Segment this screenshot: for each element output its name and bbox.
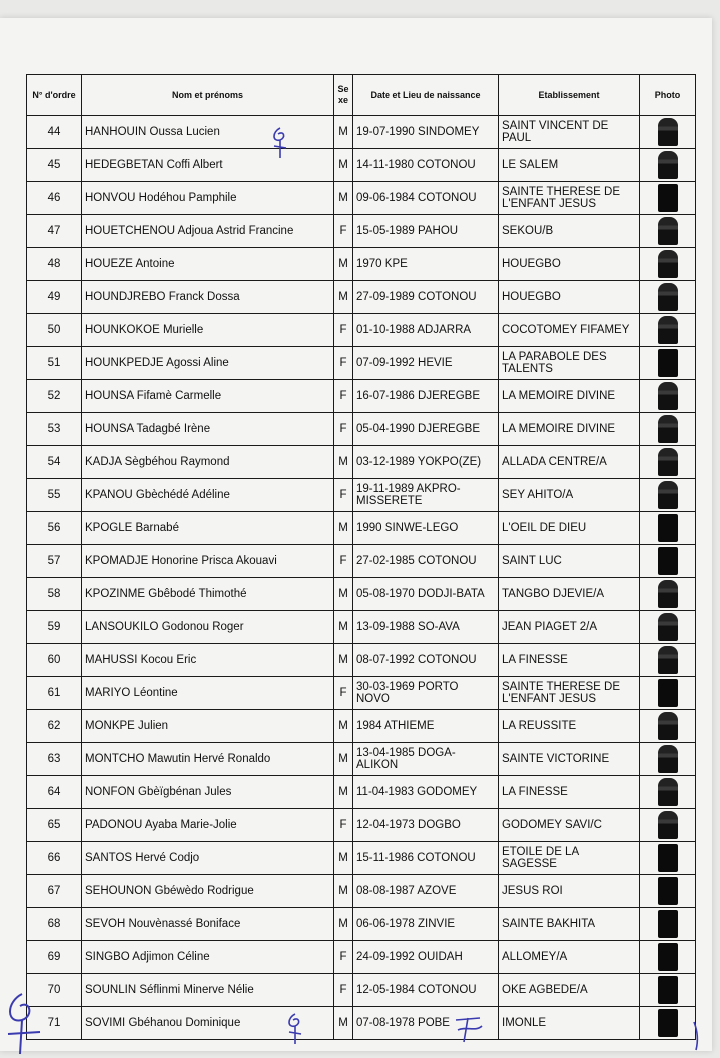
school-cell: SAINT LUC [499, 545, 640, 578]
sex-cell: M [334, 710, 353, 743]
birth-cell: 12-04-1973 DOGBO [353, 809, 499, 842]
name-cell: HOUNDJREBO Franck Dossa [82, 281, 334, 314]
school-cell: LA MEMOIRE DIVINE [499, 413, 640, 446]
id-photo [658, 613, 678, 641]
sex-cell: M [334, 875, 353, 908]
table-row [27, 974, 696, 1007]
name-cell: SEHOUNON Gbéwèdo Rodrigue [82, 875, 334, 908]
table-row [27, 710, 696, 743]
order-number-cell: 54 [27, 446, 82, 479]
birth-cell: 11-04-1983 GODOMEY [353, 776, 499, 809]
order-number-cell: 59 [27, 611, 82, 644]
sex-cell: F [334, 479, 353, 512]
table-row [27, 347, 696, 380]
school-cell: LA REUSSITE [499, 710, 640, 743]
table-row [27, 809, 696, 842]
id-photo [658, 514, 678, 542]
birth-cell: 03-12-1989 YOKPO(ZE) [353, 446, 499, 479]
birth-cell: 08-07-1992 COTONOU [353, 644, 499, 677]
birth-cell: 05-08-1970 DODJI-BATA [353, 578, 499, 611]
school-cell: OKE AGBEDE/A [499, 974, 640, 1007]
order-number-cell: 65 [27, 809, 82, 842]
name-cell: LANSOUKILO Godonou Roger [82, 611, 334, 644]
id-photo [658, 349, 678, 377]
sex-cell: M [334, 248, 353, 281]
id-photo [658, 844, 678, 872]
sex-cell: M [334, 776, 353, 809]
table-row [27, 644, 696, 677]
photo-cell [640, 446, 696, 479]
birth-cell: 07-08-1978 POBE [353, 1007, 499, 1040]
order-number-cell: 56 [27, 512, 82, 545]
order-number-cell: 46 [27, 182, 82, 215]
header-name: Nom et prénoms [82, 75, 334, 116]
birth-cell: 30-03-1969 PORTO NOVO [353, 677, 499, 710]
id-photo [658, 448, 678, 476]
order-number-cell: 66 [27, 842, 82, 875]
sex-cell: M [334, 281, 353, 314]
order-number-cell: 49 [27, 281, 82, 314]
name-cell: HEDEGBETAN Coffi Albert [82, 149, 334, 182]
birth-cell: 08-08-1987 AZOVE [353, 875, 499, 908]
id-photo [658, 217, 678, 245]
header-birth: Date et Lieu de naissance [353, 75, 499, 116]
id-photo [658, 910, 678, 938]
id-photo [658, 481, 678, 509]
birth-cell: 07-09-1992 HEVIE [353, 347, 499, 380]
school-cell: COCOTOMEY FIFAMEY [499, 314, 640, 347]
sex-cell: F [334, 941, 353, 974]
birth-cell: 19-11-1989 AKPRO-MISSERETE [353, 479, 499, 512]
photo-cell [640, 941, 696, 974]
order-number-cell: 70 [27, 974, 82, 1007]
photo-cell [640, 644, 696, 677]
birth-cell: 15-11-1986 COTONOU [353, 842, 499, 875]
order-number-cell: 45 [27, 149, 82, 182]
photo-cell [640, 479, 696, 512]
photo-cell [640, 974, 696, 1007]
table-row [27, 743, 696, 776]
birth-cell: 1990 SINWE-LEGO [353, 512, 499, 545]
name-cell: SEVOH Nouvènassé Boniface [82, 908, 334, 941]
id-photo [658, 778, 678, 806]
school-cell: ALLOMEY/A [499, 941, 640, 974]
header-order-number: N° d'ordre [27, 75, 82, 116]
photo-cell [640, 347, 696, 380]
table-row [27, 677, 696, 710]
school-cell: ETOILE DE LA SAGESSE [499, 842, 640, 875]
school-cell: HOUEGBO [499, 281, 640, 314]
school-cell: LE SALEM [499, 149, 640, 182]
birth-cell: 13-09-1988 SO-AVA [353, 611, 499, 644]
table-header-row [27, 75, 696, 116]
name-cell: HOUEZE Antoine [82, 248, 334, 281]
photo-cell [640, 215, 696, 248]
table-row [27, 776, 696, 809]
id-photo [658, 415, 678, 443]
photo-cell [640, 248, 696, 281]
header-photo: Photo [640, 75, 696, 116]
sex-cell: M [334, 116, 353, 149]
table-row [27, 1007, 696, 1040]
id-photo [658, 646, 678, 674]
id-photo [658, 151, 678, 179]
name-cell: MONTCHO Mawutin Hervé Ronaldo [82, 743, 334, 776]
order-number-cell: 67 [27, 875, 82, 908]
table-row [27, 578, 696, 611]
school-cell: SAINTE THERESE DE L'ENFANT JESUS [499, 182, 640, 215]
order-number-cell: 61 [27, 677, 82, 710]
id-photo [658, 679, 678, 707]
name-cell: HANHOUIN Oussa Lucien [82, 116, 334, 149]
sex-cell: F [334, 413, 353, 446]
sex-cell: M [334, 842, 353, 875]
school-cell: SEKOU/B [499, 215, 640, 248]
table-row [27, 479, 696, 512]
order-number-cell: 53 [27, 413, 82, 446]
photo-cell [640, 116, 696, 149]
photo-cell [640, 710, 696, 743]
sex-cell: F [334, 809, 353, 842]
sex-cell: F [334, 215, 353, 248]
id-photo [658, 943, 678, 971]
candidate-table [26, 74, 696, 1040]
order-number-cell: 60 [27, 644, 82, 677]
id-photo [658, 1009, 678, 1037]
school-cell: ALLADA CENTRE/A [499, 446, 640, 479]
table-row [27, 116, 696, 149]
name-cell: PADONOU Ayaba Marie-Jolie [82, 809, 334, 842]
photo-cell [640, 1007, 696, 1040]
name-cell: MARIYO Léontine [82, 677, 334, 710]
photo-cell [640, 677, 696, 710]
order-number-cell: 50 [27, 314, 82, 347]
document-sheet [0, 18, 712, 1051]
id-photo [658, 250, 678, 278]
sex-cell: M [334, 644, 353, 677]
photo-cell [640, 809, 696, 842]
school-cell: JEAN PIAGET 2/A [499, 611, 640, 644]
id-photo [658, 976, 678, 1004]
order-number-cell: 47 [27, 215, 82, 248]
order-number-cell: 55 [27, 479, 82, 512]
sex-cell: M [334, 611, 353, 644]
table-row [27, 545, 696, 578]
name-cell: HONVOU Hodéhou Pamphile [82, 182, 334, 215]
order-number-cell: 69 [27, 941, 82, 974]
school-cell: LA PARABOLE DES TALENTS [499, 347, 640, 380]
name-cell: SOVIMI Gbéhanou Dominique [82, 1007, 334, 1040]
birth-cell: 24-09-1992 OUIDAH [353, 941, 499, 974]
name-cell: MONKPE Julien [82, 710, 334, 743]
name-cell: KPANOU Gbèchédé Adéline [82, 479, 334, 512]
table-row [27, 446, 696, 479]
photo-cell [640, 182, 696, 215]
table-row [27, 908, 696, 941]
id-photo [658, 316, 678, 344]
photo-cell [640, 875, 696, 908]
name-cell: KPOZINME Gbêbodé Thimothé [82, 578, 334, 611]
school-cell: SAINTE THERESE DE L'ENFANT JESUS [499, 677, 640, 710]
table-row [27, 314, 696, 347]
order-number-cell: 51 [27, 347, 82, 380]
name-cell: SOUNLIN Séflinmi Minerve Nélie [82, 974, 334, 1007]
name-cell: KADJA Sègbéhou Raymond [82, 446, 334, 479]
name-cell: SINGBO Adjimon Céline [82, 941, 334, 974]
school-cell: LA FINESSE [499, 644, 640, 677]
id-photo [658, 712, 678, 740]
sex-cell: M [334, 182, 353, 215]
name-cell: HOUNSA Fifamè Carmelle [82, 380, 334, 413]
birth-cell: 16-07-1986 DJEREGBE [353, 380, 499, 413]
order-number-cell: 48 [27, 248, 82, 281]
table-row [27, 413, 696, 446]
sex-cell: M [334, 1007, 353, 1040]
birth-cell: 19-07-1990 SINDOMEY [353, 116, 499, 149]
header-school: Etablissement [499, 75, 640, 116]
school-cell: IMONLE [499, 1007, 640, 1040]
photo-cell [640, 578, 696, 611]
table-row [27, 149, 696, 182]
table-row [27, 611, 696, 644]
table-row [27, 380, 696, 413]
photo-cell [640, 842, 696, 875]
school-cell: L'OEIL DE DIEU [499, 512, 640, 545]
table-row [27, 941, 696, 974]
order-number-cell: 57 [27, 545, 82, 578]
order-number-cell: 62 [27, 710, 82, 743]
birth-cell: 09-06-1984 COTONOU [353, 182, 499, 215]
school-cell: LA MEMOIRE DIVINE [499, 380, 640, 413]
header-sex: Se xe [334, 75, 353, 116]
birth-cell: 06-06-1978 ZINVIE [353, 908, 499, 941]
photo-cell [640, 149, 696, 182]
birth-cell: 14-11-1980 COTONOU [353, 149, 499, 182]
photo-cell [640, 776, 696, 809]
name-cell: KPOGLE Barnabé [82, 512, 334, 545]
order-number-cell: 64 [27, 776, 82, 809]
sex-cell: F [334, 347, 353, 380]
photo-cell [640, 908, 696, 941]
photo-cell [640, 545, 696, 578]
order-number-cell: 58 [27, 578, 82, 611]
sex-cell: F [334, 974, 353, 1007]
school-cell: JESUS ROI [499, 875, 640, 908]
photo-cell [640, 413, 696, 446]
birth-cell: 15-05-1989 PAHOU [353, 215, 499, 248]
birth-cell: 05-04-1990 DJEREGBE [353, 413, 499, 446]
id-photo [658, 382, 678, 410]
school-cell: SAINTE BAKHITA [499, 908, 640, 941]
id-photo [658, 877, 678, 905]
sex-cell: M [334, 149, 353, 182]
id-photo [658, 580, 678, 608]
birth-cell: 1984 ATHIEME [353, 710, 499, 743]
order-number-cell: 63 [27, 743, 82, 776]
order-number-cell: 71 [27, 1007, 82, 1040]
photo-cell [640, 380, 696, 413]
school-cell: SAINT VINCENT DE PAUL [499, 116, 640, 149]
name-cell: KPOMADJE Honorine Prisca Akouavi [82, 545, 334, 578]
name-cell: HOUNSA Tadagbé Irène [82, 413, 334, 446]
table-row [27, 875, 696, 908]
order-number-cell: 68 [27, 908, 82, 941]
id-photo [658, 118, 678, 146]
id-photo [658, 283, 678, 311]
photo-cell [640, 314, 696, 347]
name-cell: HOUNKOKOE Murielle [82, 314, 334, 347]
table-row [27, 248, 696, 281]
sex-cell: M [334, 743, 353, 776]
id-photo [658, 547, 678, 575]
photo-cell [640, 611, 696, 644]
order-number-cell: 44 [27, 116, 82, 149]
table-row [27, 182, 696, 215]
birth-cell: 27-09-1989 COTONOU [353, 281, 499, 314]
sex-cell: M [334, 908, 353, 941]
photo-cell [640, 512, 696, 545]
name-cell: MAHUSSI Kocou Eric [82, 644, 334, 677]
birth-cell: 27-02-1985 COTONOU [353, 545, 499, 578]
school-cell: SAINTE VICTORINE [499, 743, 640, 776]
school-cell: HOUEGBO [499, 248, 640, 281]
sex-cell: M [334, 446, 353, 479]
photo-cell [640, 281, 696, 314]
table-row [27, 281, 696, 314]
id-photo [658, 184, 678, 212]
school-cell: TANGBO DJEVIE/A [499, 578, 640, 611]
id-photo [658, 811, 678, 839]
table-row [27, 842, 696, 875]
birth-cell: 01-10-1988 ADJARRA [353, 314, 499, 347]
school-cell: GODOMEY SAVI/C [499, 809, 640, 842]
sex-cell: M [334, 578, 353, 611]
school-cell: LA FINESSE [499, 776, 640, 809]
photo-cell [640, 743, 696, 776]
name-cell: HOUNKPEDJE Agossi Aline [82, 347, 334, 380]
birth-cell: 1970 KPE [353, 248, 499, 281]
sex-cell: F [334, 545, 353, 578]
sex-cell: F [334, 677, 353, 710]
id-photo [658, 745, 678, 773]
table-row [27, 215, 696, 248]
birth-cell: 13-04-1985 DOGA-ALIKON [353, 743, 499, 776]
table-row [27, 512, 696, 545]
sex-cell: M [334, 512, 353, 545]
sex-cell: F [334, 314, 353, 347]
school-cell: SEY AHITO/A [499, 479, 640, 512]
birth-cell: 12-05-1984 COTONOU [353, 974, 499, 1007]
sex-cell: F [334, 380, 353, 413]
name-cell: NONFON Gbèïgbénan Jules [82, 776, 334, 809]
order-number-cell: 52 [27, 380, 82, 413]
name-cell: SANTOS Hervé Codjo [82, 842, 334, 875]
name-cell: HOUETCHENOU Adjoua Astrid Francine [82, 215, 334, 248]
